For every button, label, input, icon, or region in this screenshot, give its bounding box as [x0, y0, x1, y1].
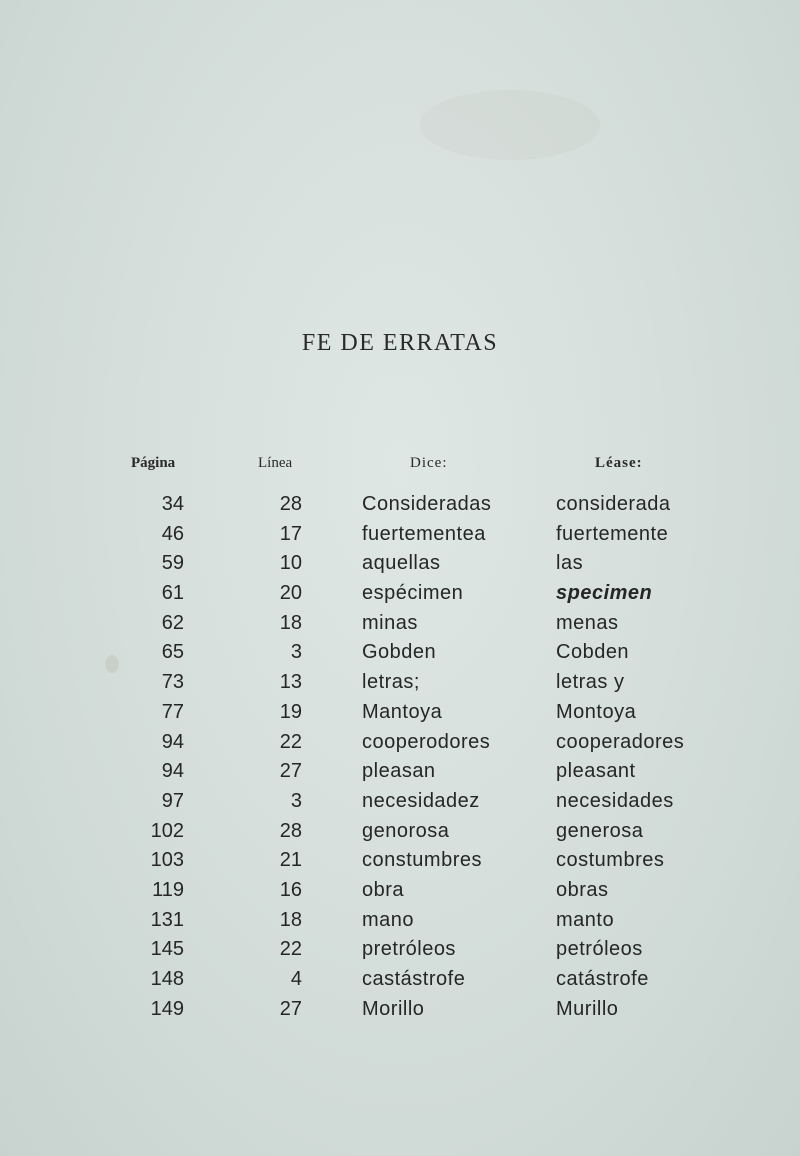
- table-row: [0, 935, 800, 965]
- cell-dice: constumbres: [362, 849, 482, 872]
- cell-pagina: 77: [161, 700, 184, 723]
- cell-lease: considerada: [556, 493, 671, 515]
- cell-dice: Consideradas: [362, 493, 492, 515]
- cell-pagina: 97: [161, 789, 184, 812]
- cell-lease: pleasant: [556, 760, 636, 783]
- cell-dice: genorosa: [362, 819, 450, 842]
- cell-linea: 27: [279, 997, 302, 1020]
- cell-linea: 4: [290, 968, 302, 990]
- cell-lease: petróleos: [556, 938, 643, 961]
- cell-pagina: 94: [161, 730, 184, 753]
- header-linea: Línea: [258, 455, 293, 471]
- cell-linea: 13: [279, 671, 302, 694]
- cell-lease: Cobden: [556, 641, 630, 664]
- cell-lease: las: [556, 552, 584, 575]
- table-row: [0, 876, 800, 906]
- cell-pagina: 145: [150, 938, 184, 961]
- table-row: [0, 609, 800, 639]
- cell-pagina: 94: [161, 760, 184, 783]
- cell-lease: necesidades: [556, 789, 674, 812]
- cell-linea: 3: [290, 789, 302, 812]
- cell-dice: aquellas: [362, 552, 441, 575]
- table-row: [0, 995, 800, 1025]
- cell-lease: cooperadores: [556, 730, 685, 753]
- table-row: [0, 728, 800, 758]
- cell-pagina: 148: [150, 968, 184, 990]
- table-row: [0, 579, 800, 609]
- cell-dice: Gobden: [362, 641, 437, 664]
- cell-linea: 22: [279, 938, 302, 961]
- cell-linea: 17: [279, 522, 302, 545]
- cell-linea: 28: [279, 493, 302, 515]
- table-row: [0, 549, 800, 579]
- cell-lease: costumbres: [556, 849, 665, 872]
- table-row: [0, 965, 800, 995]
- cell-pagina: 46: [161, 522, 184, 545]
- cell-linea: 16: [279, 878, 302, 901]
- cell-lease: catástrofe: [556, 968, 649, 990]
- cell-dice: cooperodores: [362, 730, 491, 753]
- table-row: [0, 787, 800, 817]
- cell-lease: Montoya: [556, 700, 637, 723]
- cell-linea: 28: [279, 819, 302, 842]
- cell-dice: Morillo: [362, 997, 425, 1020]
- cell-pagina: 103: [150, 849, 184, 872]
- cell-pagina: 34: [161, 493, 184, 515]
- cell-linea: 18: [279, 611, 302, 634]
- table-row: [0, 698, 800, 728]
- cell-dice: necesidadez: [362, 789, 480, 812]
- cell-dice: obra: [362, 878, 405, 901]
- page-title: FE DE ERRATAS: [301, 330, 499, 356]
- cell-pagina: 65: [161, 641, 184, 664]
- cell-lease: letras y: [556, 671, 625, 694]
- errata-table: [0, 490, 800, 1024]
- header-dice: Dice:: [410, 455, 448, 471]
- cell-linea: 19: [279, 700, 302, 723]
- cell-linea: 18: [279, 908, 302, 931]
- cell-lease: Murillo: [556, 997, 619, 1020]
- cell-pagina: 62: [161, 611, 184, 634]
- cell-lease: obras: [556, 878, 609, 901]
- header-lease: Léase:: [595, 455, 643, 471]
- cell-linea: 27: [279, 760, 302, 783]
- cell-dice: mano: [362, 908, 415, 931]
- cell-dice: minas: [362, 611, 418, 634]
- cell-dice: espécimen: [362, 582, 464, 605]
- cell-dice: letras;: [362, 671, 420, 694]
- cell-pagina: 61: [161, 582, 184, 605]
- cell-lease: menas: [556, 611, 619, 634]
- cell-linea: 21: [279, 849, 302, 872]
- cell-dice: castástrofe: [362, 968, 466, 990]
- cell-lease: specimen: [556, 582, 653, 605]
- cell-lease: manto: [556, 908, 615, 931]
- table-row: [0, 490, 800, 520]
- table-row: [0, 757, 800, 787]
- cell-dice: pleasan: [362, 760, 436, 783]
- cell-pagina: 102: [150, 819, 184, 842]
- stain: [420, 90, 600, 160]
- table-row: [0, 520, 800, 550]
- cell-linea: 3: [290, 641, 302, 664]
- cell-pagina: 119: [152, 878, 184, 901]
- cell-linea: 22: [279, 730, 302, 753]
- table-row: [0, 638, 800, 668]
- cell-linea: 20: [279, 582, 302, 605]
- cell-dice: pretróleos: [362, 938, 456, 961]
- cell-lease: generosa: [556, 819, 644, 842]
- cell-linea: 10: [279, 552, 302, 575]
- table-row: [0, 817, 800, 847]
- cell-pagina: 59: [161, 552, 184, 575]
- table-row: [0, 906, 800, 936]
- header-pagina: Página: [131, 455, 176, 471]
- cell-lease: fuertemente: [556, 522, 669, 545]
- cell-pagina: 149: [150, 997, 184, 1020]
- table-row: [0, 668, 800, 698]
- cell-dice: fuertementea: [362, 522, 486, 545]
- cell-pagina: 73: [161, 671, 184, 694]
- cell-pagina: 131: [150, 908, 184, 931]
- cell-dice: Mantoya: [362, 700, 443, 723]
- table-row: [0, 846, 800, 876]
